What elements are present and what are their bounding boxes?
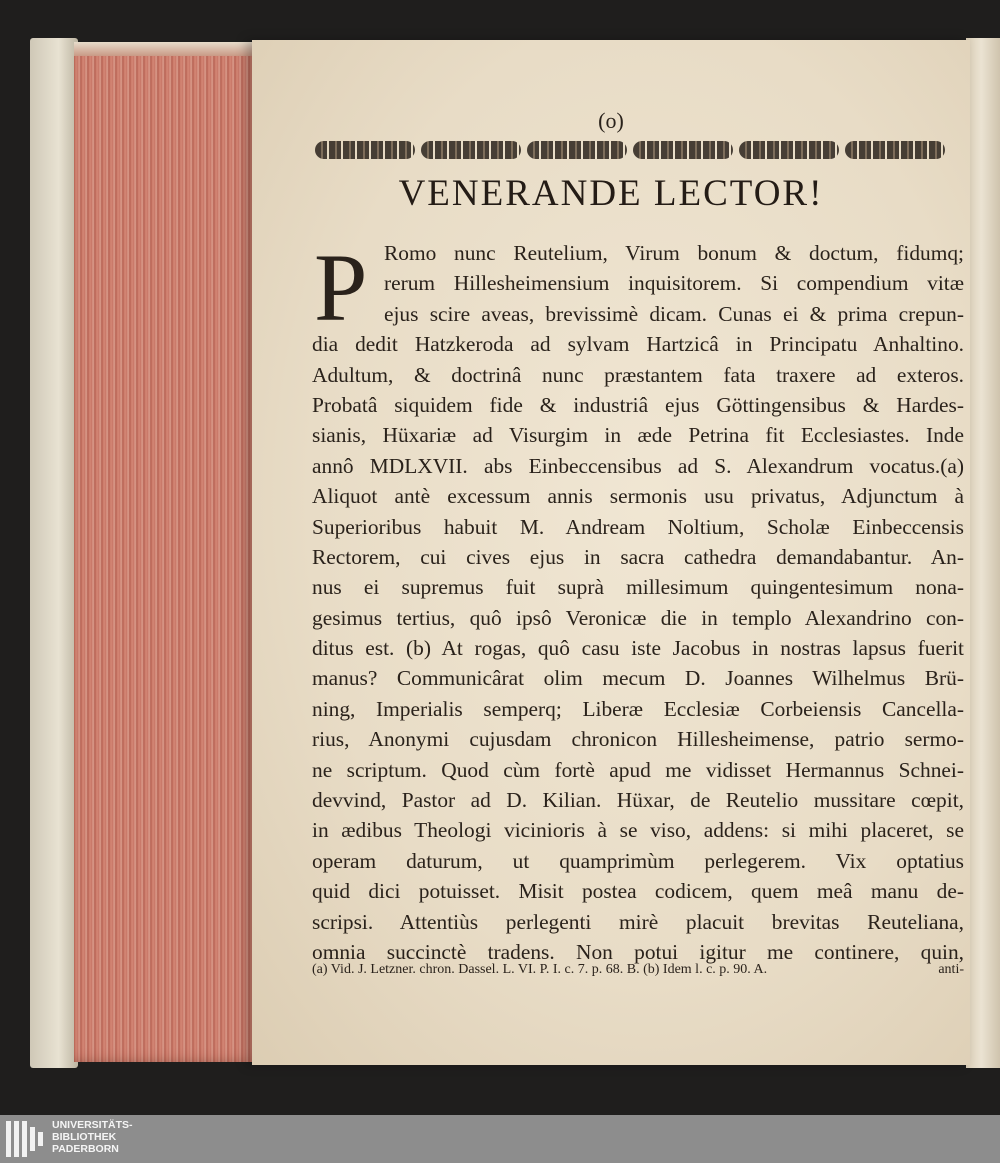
text-line: gesimus tertius, quô ipsô Veronicæ die in templo Alexandrino con- xyxy=(312,605,964,630)
text-line: manus? Communicârat olim mecum D. Joannes Wilhelmus Brü- xyxy=(312,666,964,691)
footnote-text: (a) Vid. J. Letzner. chron. Dassel. L. VI. P. I. c. 7. p. 68. B. (b) Idem l. c. p. 90. A. xyxy=(312,962,768,977)
book-cover-edge xyxy=(30,38,78,1068)
library-name-line2: BIBLIOTHEK xyxy=(52,1131,117,1143)
text-line: Probatâ siquidem fide & industriâ ejus Göttingensibus & Hardes- xyxy=(312,392,964,417)
footnote xyxy=(312,962,964,978)
text-line: operam daturum, ut quamprimùm perlegerem. Vix optatius xyxy=(312,848,964,873)
catchword: anti- xyxy=(938,962,964,977)
text-line: Adultum, & doctrinâ nunc præstantem fata traxere ad exteros. xyxy=(312,362,964,387)
page-heading: VENERANDE LECTOR! xyxy=(398,173,824,214)
text-line: ejus scire aveas, brevissimè dicam. Cunas ei & prima crepun- xyxy=(384,301,964,326)
text-line: rius, Anonymi cujusdam chronicon Hillesheimense, patrio sermo- xyxy=(312,727,964,752)
text-line: devvind, Pastor ad D. Kilian. Hüxar, de Reutelio mussitare cœpit, xyxy=(312,788,964,813)
body-text xyxy=(312,234,964,967)
text-line: scripsi. Attentiùs perlegenti mirè placuit brevitas Reuteliana, xyxy=(312,909,964,934)
library-name-line1: UNIVERSITÄTS- xyxy=(52,1119,133,1131)
text-line: Romo nunc Reutelium, Virum bonum & doctum, fidumq; xyxy=(384,241,964,265)
text-line: rerum Hillesheimensium inquisitorem. Si compendium vitæ xyxy=(384,271,964,296)
text-line: dia dedit Hatzkeroda ad sylvam Hartzicâ in Principatu Anhaltino. xyxy=(312,332,964,357)
text-line: Rectorem, cui cives ejus in sacra cathedra demandabantur. An- xyxy=(312,544,964,569)
text-line: ditus est. (b) At rogas, quô casu iste Jacobus in nostras lapsus fuerit xyxy=(312,636,964,661)
page-folio: (o) xyxy=(598,108,624,133)
drop-cap: P xyxy=(314,234,368,341)
library-name xyxy=(52,1119,133,1155)
text-line: in ædibus Theologi vicinioris à se viso, addens: si mihi placeret, se xyxy=(312,818,964,843)
text-line: Aliquot antè excessum annis sermonis usu privatus, Adjunctum à xyxy=(312,484,964,509)
facing-page-edge xyxy=(966,38,1000,1068)
book-scan xyxy=(30,30,1000,1075)
text-line: sianis, Hüxariæ ad Visurgim in æde Petrina fit Ecclesiastes. Inde xyxy=(312,423,964,448)
text-line: ne scriptum. Quod cùm fortè apud me vidisset Hermannus Schnei- xyxy=(312,757,964,782)
book-page xyxy=(252,40,970,1065)
text-line: quid dici potuisset. Misit postea codicem, quem meâ manu de- xyxy=(312,879,964,904)
text-line: annô MDLXVII. abs Einbeccensibus ad S. Alexandrum vocatus.(a) xyxy=(312,453,964,478)
library-logo-icon xyxy=(6,1121,46,1157)
ornamental-border xyxy=(312,136,948,164)
text-line: Superioribus habuit M. Andream Noltium, Scholæ Einbeccensis xyxy=(312,514,964,539)
text-line: ning, Imperialis semperq; Liberæ Ecclesiæ Corbeiensis Cancella- xyxy=(312,696,964,721)
text-line: omnia succinctè tradens. Non potui igitur me continere, quin, xyxy=(312,939,964,964)
library-footer-bar xyxy=(0,1115,1000,1163)
text-line: nus ei supremus fuit suprà millesimum quingentesimum nona- xyxy=(312,575,964,600)
library-name-line3: PADERBORN xyxy=(52,1143,119,1155)
